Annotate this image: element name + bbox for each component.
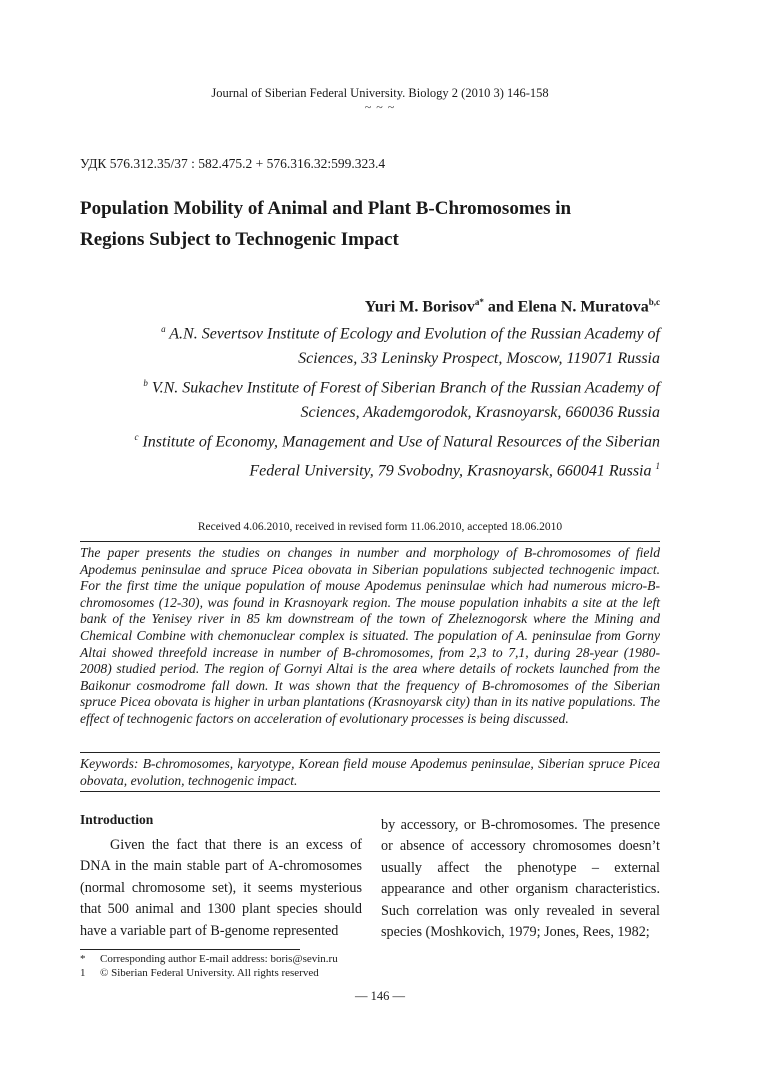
- affiliation-a: [100, 317, 660, 371]
- author-1: Yuri M. Borisov: [364, 298, 475, 316]
- author-2-marks: b,c: [648, 297, 660, 307]
- footnote-mark: *: [80, 953, 86, 965]
- page-number: — 146 —: [355, 989, 405, 1003]
- footnote-mark: 1: [80, 967, 86, 979]
- section-heading-introduction: Introduction: [80, 812, 154, 827]
- affiliation-b-mark: b: [143, 377, 148, 388]
- footnote-text: Corresponding author E-mail address: boris@sevin.ru: [100, 953, 338, 965]
- keywords-bottom-rule: [80, 791, 660, 792]
- affiliation-c-text: Institute of Economy, Management and Use of Natural Resources of the Siberian Federal University, 79 Svobodny, Krasnoyarsk, 660041 Russia: [142, 433, 660, 480]
- author-1-marks: a*: [474, 297, 484, 307]
- affiliation-b-text: V.N. Sukachev Institute of Forest of Siberian Branch of the Russian Academy of Sciences, Akademgorodok, Krasnoyarsk, 660036 Russia: [151, 379, 660, 421]
- affiliation-a-mark: a: [161, 324, 166, 334]
- footnote-text: © Siberian Federal University. All rights reserved: [100, 967, 319, 979]
- abstract: The paper presents the studies on changes in number and morphology of B-chromosomes of field Apodemus peninsulae and spruce Picea obovata in Siberian populations subjected technogenic impact. For the first time the unique population of mouse Apodemus peninsulae which had numerous micro-B-chromosomes (12-30), was found in Krasnoyark region. The mouse population inhabits a site at the left bank of the Yenisey river in 85 km downstream of the town of Zheleznogorsk where the Mining and Chemical Combine with chemonuclear complex is situated. The population of A. peninsulae from Gorny Altai showed threefold increase in number of B-chromosomes, from 2,3 to 7,1, during 28-year (1980-2008) studied period. The region of Gornyi Altai is the area where details of rockets launched from the Baikonur cosmodrome fall down. It was shown that the frequency of B-chromosomes of the Siberian spruce Picea obovata is higher in urban plantations (Krasnoyarsk city) than in its native populations. The effect of technogenic factors on acceleration of evolutionary processes is being discussed.: [80, 545, 660, 726]
- keywords-top-rule: [80, 752, 660, 753]
- intro-right-column: by accessory, or B-chromosomes. The presence or absence of accessory chromosomes doesn’t usually affect the phenotype – external appearance and other organism characteristics. Such correlation was only revealed in several species (Moshkovich, 1979; Jones, Rees, 1982;: [381, 817, 660, 941]
- footnote-copyright: [80, 966, 338, 980]
- affiliation-c-mark: c: [134, 431, 139, 442]
- author-conjunction: and: [483, 298, 518, 316]
- authors-line: [365, 297, 660, 316]
- header-ornament: ~ ~ ~: [364, 100, 396, 114]
- received-dates: Received 4.06.2010, received in revised form 11.06.2010, accepted 18.06.2010: [197, 521, 563, 533]
- footnote-rule: [80, 949, 300, 950]
- affiliations: [100, 317, 660, 484]
- affiliation-c-tail-mark: 1: [655, 461, 660, 472]
- affiliation-a-text: A.N. Severtsov Institute of Ecology and Evolution of the Russian Academy of Sciences, 33 Leninsky Prospect, Moscow, 119071 Russia: [169, 325, 660, 367]
- intro-left-column: Given the fact that there is an excess of DNA in the main stable part of A-chromosomes (normal chromosome set), it seems mysterious that 500 animal and 1300 plant species should have a variable part of B-genome represented: [80, 837, 362, 939]
- paper-title: Population Mobility of Animal and Plant B-Chromosomes in Regions Subject to Technogenic Impact: [80, 198, 572, 250]
- affiliation-c: [100, 425, 660, 484]
- keywords: Keywords: B-chromosomes, karyotype, Korean field mouse Apodemus peninsulae, Siberian spruce Picea obovata, evolution, technogenic impact.: [80, 756, 660, 788]
- journal-header: Journal of Siberian Federal University. Biology 2 (2010 3) 146-158: [211, 86, 549, 100]
- affiliation-b: [100, 371, 660, 425]
- footnote-corresponding: [80, 952, 338, 966]
- author-2: Elena N. Muratova: [517, 298, 649, 316]
- footnotes: [80, 952, 338, 980]
- abstract-top-rule: [80, 541, 660, 542]
- udk-code: УДК 576.312.35/37 : 582.475.2 + 576.316.32:599.323.4: [80, 156, 386, 171]
